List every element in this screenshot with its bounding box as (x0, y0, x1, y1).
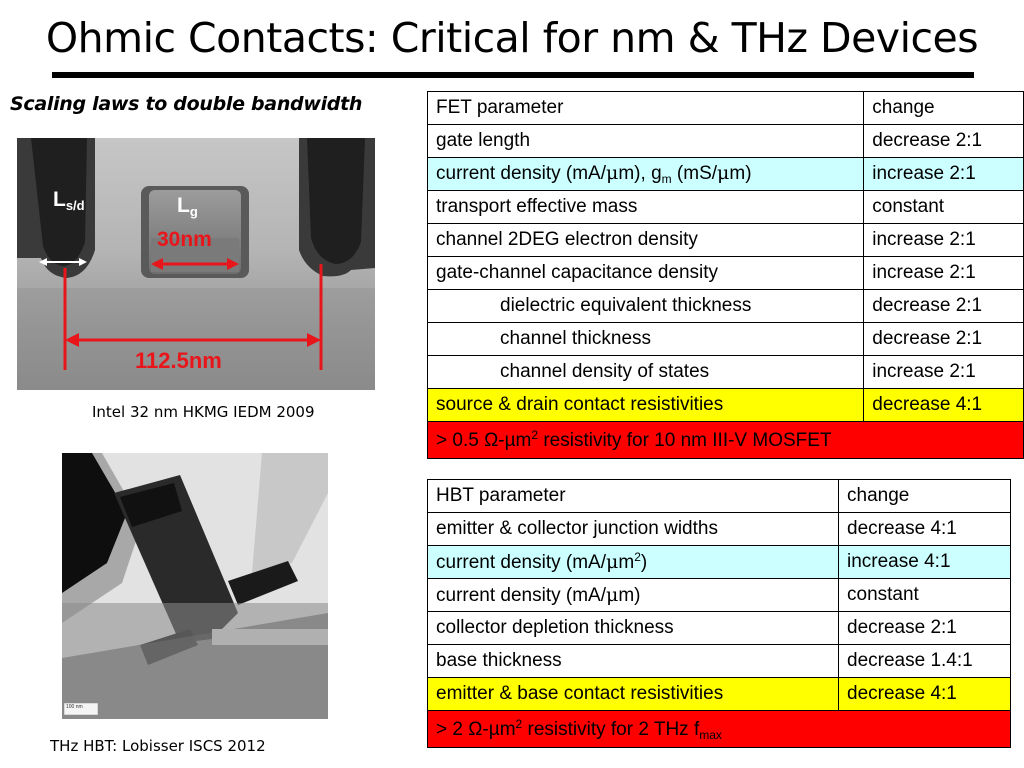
fet-target-row: > 0.5 Ω-µm$^2$ resistivity for 10 nm III-V MOSFET (428, 422, 1024, 459)
table-row-highlight: emitter & base contact resistivities decrease 4:1 (428, 678, 1011, 711)
hbt-target-row: > 2 Ω-µm$^2$ resistivity for 2 THz $f_{max}$ (428, 711, 1011, 748)
table-row: base thickness decrease 1.4:1 (428, 645, 1011, 678)
table-row: emitter & collector junction widths decrease 4:1 (428, 513, 1011, 546)
table-header-row (428, 480, 1011, 513)
hbt-header-param: HBT parameter (428, 480, 839, 513)
fet-header-param: FET parameter (428, 92, 864, 125)
table-row: gate length decrease 2:1 (428, 125, 1024, 158)
table-row-highlight: source & drain contact resistivities decrease 4:1 (428, 389, 1024, 422)
hbt-header-change: change (839, 480, 1011, 513)
table-row: current density (mA/μm), $g_m$ (mS/μm) increase 2:1 (428, 158, 1024, 191)
intel-tem-image (17, 138, 375, 390)
table-row: channel thickness decrease 2:1 (428, 323, 1024, 356)
table-header-row (428, 92, 1024, 125)
table-row: channel 2DEG electron density increase 2:1 (428, 224, 1024, 257)
pitch-dimension-label: 112.5nm (135, 348, 222, 373)
lg-label: $L_g$ (177, 194, 198, 219)
title-underline (52, 72, 974, 78)
slide-title: Ohmic Contacts: Critical for nm & THz Devices (45, 14, 979, 62)
hbt-parameter-table (427, 479, 1011, 748)
table-row: dielectric equivalent thickness decrease 2:1 (428, 290, 1024, 323)
scale-bar-label: 100 nm (66, 704, 83, 710)
gate-dimension-label: 30nm (157, 228, 212, 251)
fet-header-change: change (864, 92, 1024, 125)
lsd-label: $L_{s/d}$ (53, 188, 85, 213)
table-row: current density $(mA/\mu m^2)$ increase 4:1 (428, 546, 1011, 579)
table-row: gate-channel capacitance density increase 2:1 (428, 257, 1024, 290)
table-row: current density (mA/μm) constant (428, 579, 1011, 612)
table-row: collector depletion thickness decrease 2:1 (428, 612, 1011, 645)
hbt-image-caption: THz HBT: Lobisser ISCS 2012 (50, 737, 266, 755)
subtitle: Scaling laws to double bandwidth (10, 93, 363, 115)
table-row: channel density of states increase 2:1 (428, 356, 1024, 389)
hbt-tem-drawing (62, 453, 328, 719)
fet-parameter-table (427, 91, 1024, 459)
intel-image-caption: Intel 32 nm HKMG IEDM 2009 (92, 403, 315, 421)
hbt-tem-image (62, 453, 328, 719)
table-row: transport effective mass constant (428, 191, 1024, 224)
